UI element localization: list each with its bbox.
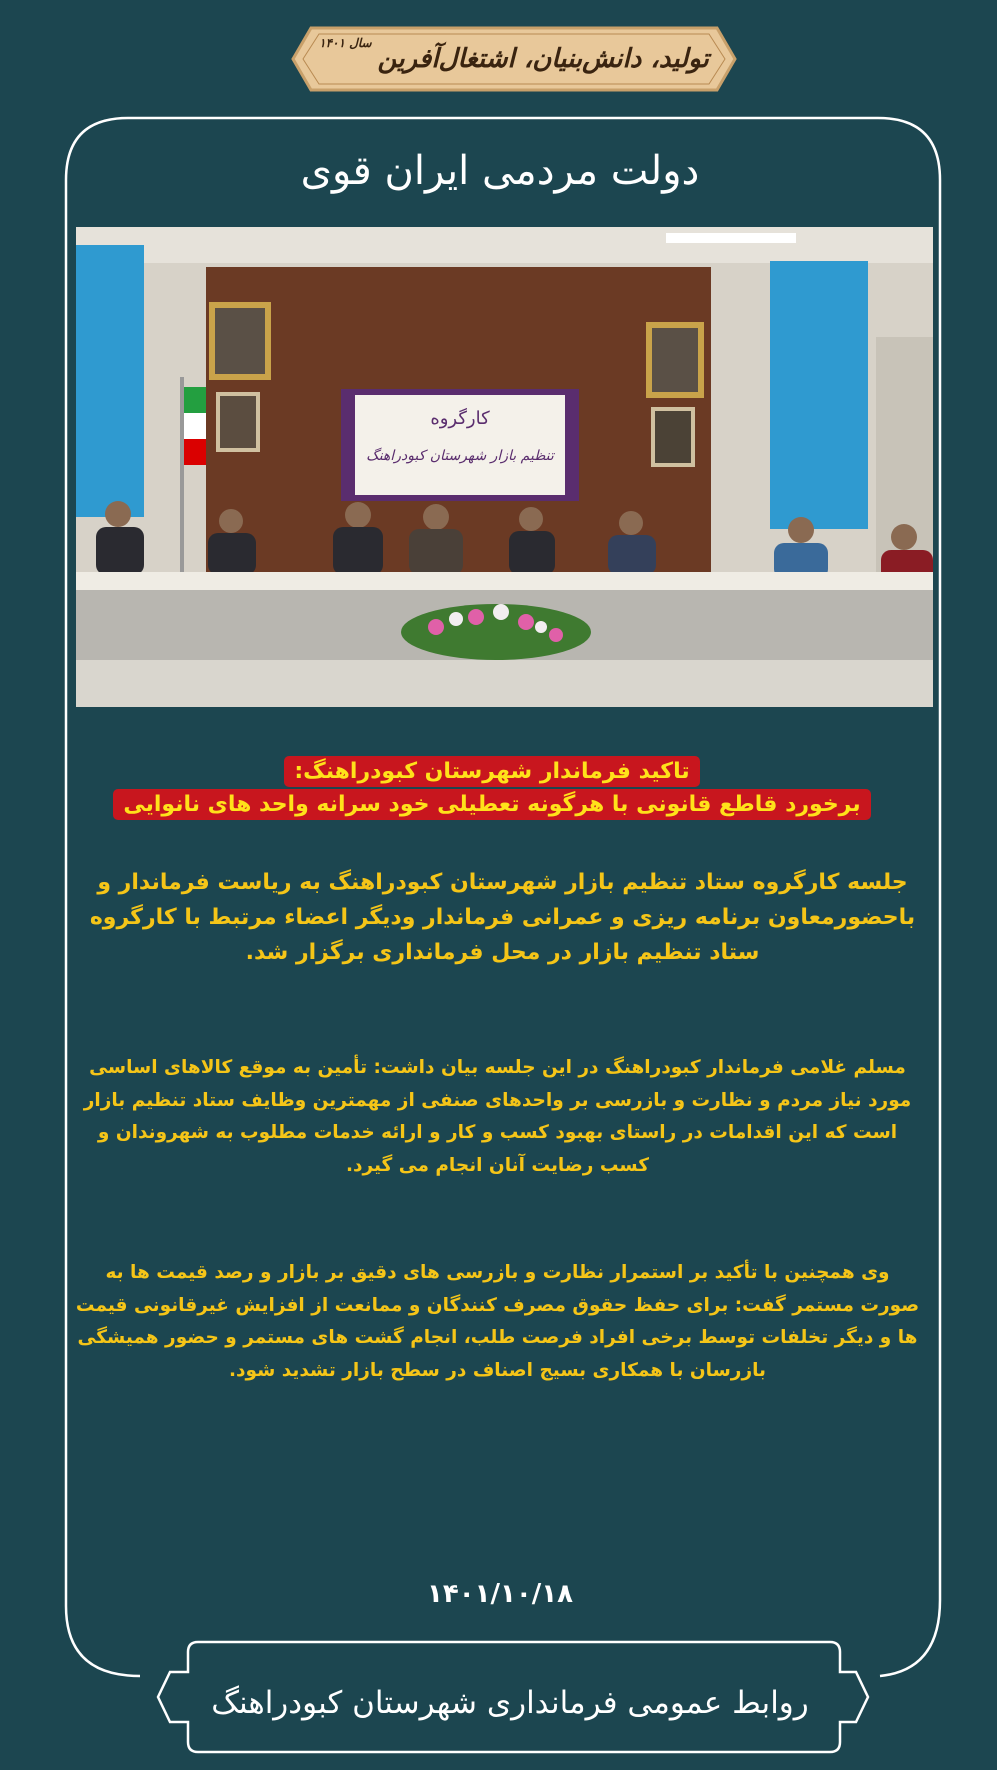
- banner-year-label: سال ۱۴۰۱: [319, 36, 372, 50]
- meeting-photo: [76, 227, 933, 707]
- headline: [62, 756, 922, 820]
- headline-line2: برخورد قاطع قانونی با هرگونه تعطیلی خود سرانه واحد های نانوایی: [113, 789, 870, 820]
- top-banner: [289, 24, 739, 94]
- photo-banner-title: کارگروه: [430, 408, 490, 429]
- publish-date: ۱۴۰۱/۱۰/۱۸: [427, 1579, 573, 1609]
- paragraph-1: جلسه کارگروه ستاد تنظیم بازار شهرستان کبودراهنگ به ریاست فرماندار و باحضورمعاون برنامه ریزی و عمرانی فرماندار ودیگر اعضاء مرتبط با کارگروه ستاد تنظیم بازار در محل فرمانداری برگزار شد.: [89, 870, 916, 965]
- footer-text: روابط عمومی فرمانداری شهرستان کبودراهنگ: [211, 1685, 809, 1721]
- banner-text: تولید، دانش‌بنیان، اشتغال‌آفرین: [377, 44, 709, 74]
- headline-line1: تاکید فرماندار شهرستان کبودراهنگ:: [284, 756, 699, 787]
- paragraph-3: وی همچنین با تأکید بر استمرار نظارت و بازرسی های دقیق بر بازار و رصد قیمت ها به صورت مستمر گفت: برای حفظ حقوق مصرف کنندگان و ممانعت از افزایش غیرقانونی قیمت ها و دیگر تخلفات توسط برخی افراد فرصت طلب، انجام گشت های مستمر و حضور همیشگی بازرسان با همکاری بسیج اصناف در سطح بازار تشدید شود.: [75, 1262, 920, 1381]
- paragraph-2: مسلم غلامی فرماندار کبودراهنگ در این جلسه بیان داشت: تأمین به موقع کالاهای اساسی مورد نیاز مردم و نظارت و بازرسی بر واحدهای صنفی از مهمترین وظایف ستاد تنظیم بازار است که این اقدامات در راستای بهبود کسب و کار و ارائه خدمات مطلوب به شهروندان و کسب رضایت آنان انجام می گیرد.: [83, 1057, 912, 1176]
- photo-banner-subtitle: تنظیم بازار شهرستان کبودراهنگ: [366, 448, 554, 464]
- slogan: دولت مردمی ایران قوی: [300, 148, 700, 194]
